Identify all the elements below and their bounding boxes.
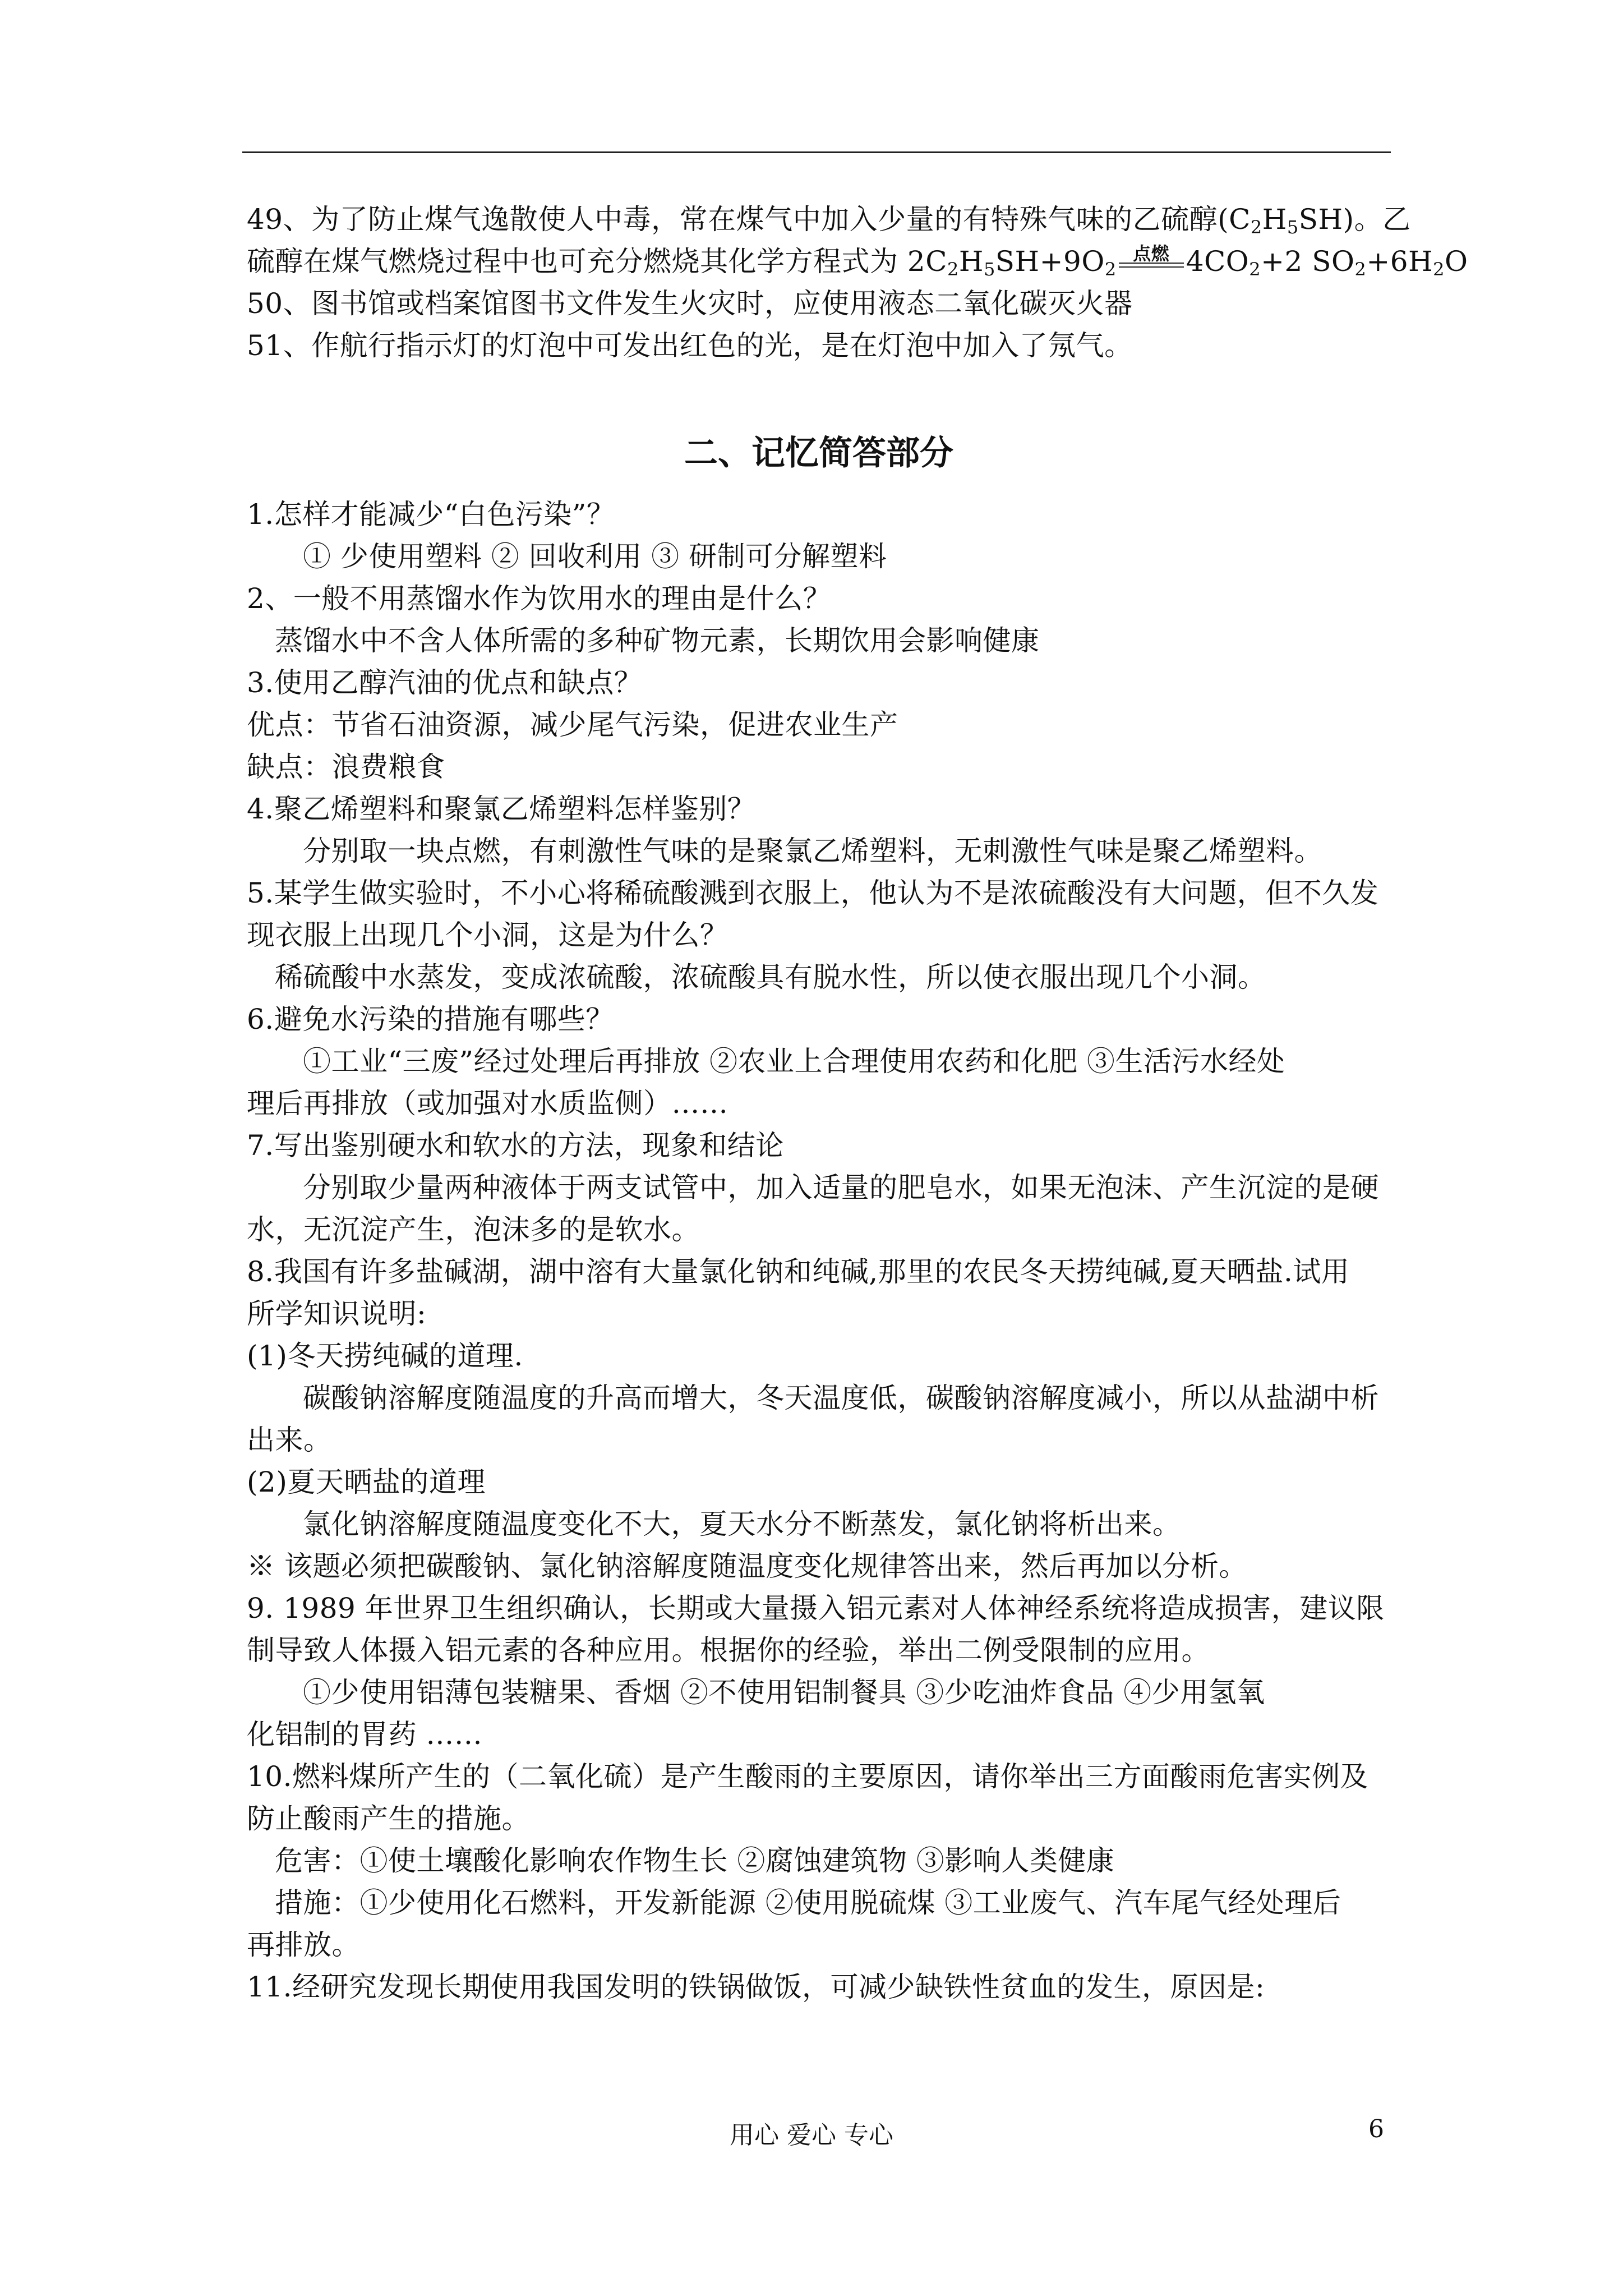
question-9-line2: 制导致人体摄入铝元素的各种应用。根据你的经验，举出二例受限制的应用。 (247, 1634, 1210, 1667)
answer-6-line1: ①工业“三废”经过处理后再排放 ②农业上合理使用农药和化肥 ③生活污水经处 (303, 1045, 1285, 1078)
answer-3-pros: 优点：节省石油资源，减少尾气污染，促进农业生产 (247, 708, 898, 741)
question-3: 3.使用乙醇汽油的优点和缺点？ (247, 666, 643, 699)
header-rule (242, 151, 1391, 153)
answer-6-line2: 理后再排放（或加强对水质监侧）…… (247, 1087, 728, 1120)
answer-4: 分别取一块点燃，有刺激性气味的是聚氯乙烯塑料，无刺激性气味是聚乙烯塑料。 (303, 835, 1322, 867)
answer-2: 蒸馏水中不含人体所需的多种矿物元素，长期饮用会影响健康 (275, 624, 1040, 657)
answer-7-line2: 水，无沉淀产生，泡沫多的是软水。 (247, 1213, 700, 1246)
answer-9-line1: ①少使用铝薄包装糖果、香烟 ②不使用铝制餐具 ③少吃油炸食品 ④少用氢氧 (303, 1676, 1265, 1709)
reaction-arrow (1118, 244, 1185, 279)
question-10-line2: 防止酸雨产生的措施。 (247, 1802, 530, 1835)
answer-10-harm: 危害：①使土壤酸化影响农作物生长 ②腐蚀建筑物 ③影响人类健康 (275, 1844, 1115, 1877)
question-4: 4.聚乙烯塑料和聚氯乙烯塑料怎样鉴别？ (247, 793, 756, 825)
answer-8-part2: 氯化钠溶解度随温度变化不大，夏天水分不断蒸发，氯化钠将析出来。 (303, 1508, 1181, 1540)
reaction-condition: 点燃 (1133, 243, 1170, 264)
item-50: 50、图书馆或档案馆图书文件发生火灾时，应使用液态二氧化碳灭火器 (247, 287, 1133, 320)
answer-10-measures: 措施：①少使用化石燃料，开发新能源 ②使用脱硫煤 ③工业废气、汽车尾气经处理后 (275, 1887, 1341, 1919)
item-51: 51、作航行指示灯的灯泡中可发出红色的光，是在灯泡中加入了氖气。 (247, 329, 1133, 362)
item-49-equation: 硫醇在煤气燃烧过程中也可充分燃烧其化学方程式为 $2C_2H_5SH+9O_2$ 点燃 $4CO_2+2$ $SO_2+6H_2O$ (247, 244, 1391, 279)
question-7: 7.写出鉴别硬水和软水的方法，现象和结论 (247, 1129, 784, 1162)
question-10-line1: 10.燃料煤所产生的（二氧化硫）是产生酸雨的主要原因，请你举出三方面酸雨危害实例及 (247, 1760, 1369, 1793)
answer-10-line3: 再排放。 (247, 1929, 360, 1961)
question-8-line1: 8.我国有许多盐碱湖，湖中溶有大量氯化钠和纯碱,那里的农民冬天捞纯碱,夏天晒盐.试用 (247, 1255, 1350, 1288)
answer-3-cons: 缺点：浪费粮食 (247, 751, 445, 783)
note-8: ※ 该题必须把碳酸钠、氯化钠溶解度随温度变化规律答出来，然后再加以分析。 (247, 1550, 1247, 1582)
question-2: 2、一般不用蒸馏水作为饮用水的理由是什么？ (247, 582, 832, 615)
question-9-line1: 9. 1989 年世界卫生组织确认，长期或大量摄入铝元素对人体神经系统将造成损害，建议限 (247, 1592, 1385, 1625)
question-11: 11.经研究发现长期使用我国发明的铁锅做饭，可减少缺铁性贫血的发生，原因是: (247, 1971, 1265, 2003)
page-footer: 用心 爱心 专心 (730, 2121, 893, 2150)
answer-1: ① 少使用塑料 ② 回收利用 ③ 研制可分解塑料 (303, 540, 887, 573)
question-5-line1: 5.某学生做实验时，不小心将稀硫酸溅到衣服上，他认为不是浓硫酸没有大问题，但不久发 (247, 877, 1379, 909)
question-8-part2: (2)夏天晒盐的道理 (247, 1466, 486, 1498)
answer-7-line1: 分别取少量两种液体于两支试管中，加入适量的肥皂水，如果无泡沫、产生沉淀的是硬 (303, 1171, 1379, 1204)
answer-5: 稀硫酸中水蒸发，变成浓硫酸，浓硫酸具有脱水性，所以使衣服出现几个小洞。 (275, 961, 1266, 993)
item-49-line1: 49、为了防止煤气逸散使人中毒，常在煤气中加入少量的有特殊气味的乙硫醇$(C_2H_5SH)$。乙 (247, 203, 1411, 238)
question-6: 6.避免水污染的措施有哪些？ (247, 1003, 614, 1036)
question-8-line2: 所学知识说明: (247, 1297, 427, 1330)
question-1: 1.怎样才能减少“白色污染”？ (247, 498, 615, 531)
section-title: 二、记忆简答部分 (684, 434, 953, 473)
question-8-part1: (1)冬天捞纯碱的道理. (247, 1340, 523, 1372)
page-content (247, 202, 1468, 2012)
answer-9-line2: 化铝制的胃药 …… (247, 1718, 483, 1751)
question-5-line2: 现衣服上出现几个小洞，这是为什么？ (247, 919, 728, 951)
answer-8-part1-line1: 碳酸钠溶解度随温度的升高而增大，冬天温度低，碳酸钠溶解度减小，所以从盐湖中析 (303, 1382, 1379, 1414)
page-number: 6 (1368, 2115, 1384, 2143)
answer-8-part1-line2: 出来。 (247, 1424, 332, 1456)
